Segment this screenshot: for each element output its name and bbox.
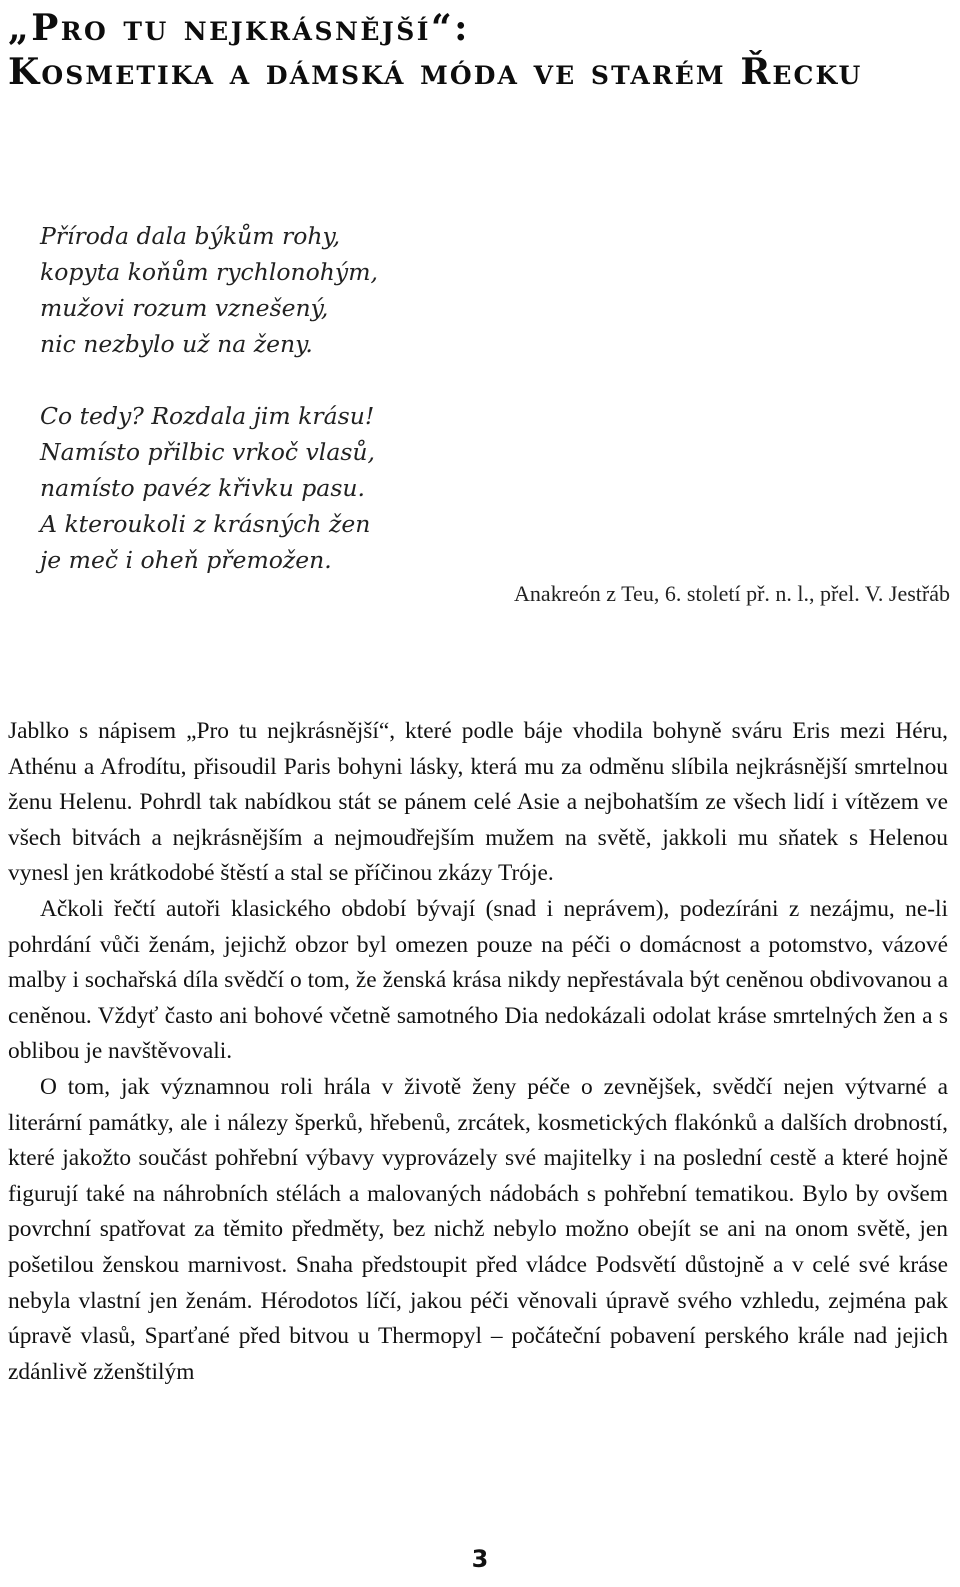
poem-line: namísto pavéz křivku pasu. xyxy=(40,474,365,502)
chapter-title-line-1: „Pro tu nejkrásnější“: xyxy=(8,7,470,49)
poem-line: kopyta koňům rychlonohým, xyxy=(40,258,378,286)
body-paragraph-1: Jablko s nápisem „Pro tu nejkrásnější“, které podle báje vhodila bohyně sváru Eris mezi Héru, Athénu a Afrodítu, přisoudil Paris bohyni lásky, která mu za odměnu slíbila nejkrásnější smrtelnou ženu Helenu. Pohrdl tak nabídkou stát se pánem celé Asie a nejbohatším ze všech lidí i vítězem ve všech bitvách a nejkrásnějším a nejmoudřejším mužem na světě, jakkoli mu sňatek s Helenou vynesl jen krátkodobé štěstí a stal se příčinou zkázy Tróje. xyxy=(8,718,948,887)
poem-line: Co tedy? Rozdala jim krásu! xyxy=(40,402,375,430)
poem-line: mužovi rozum vznešený, xyxy=(40,294,329,322)
poem-stanza-1 xyxy=(40,218,378,362)
body-paragraph-2: Ačkoli řečtí autoři klasického období bývají (snad i neprávem), podezíráni z nezájmu, ne-li pohrdání vůči ženám, jejichž obzor byl omezen pouze na péči o domácnost a potomstvo, vázové malby i sochařská díla svědčí o tom, že ženská krása nikdy nepřestávala být ceněnou obdivovanou a ceněnou. Vždyť často ani bohové včetně samotného Dia nedokázali odolat kráse smrtelných žen a s oblibou je navštěvovali. xyxy=(8,895,948,1065)
poem-line: Namísto přilbic vrkoč vlasů, xyxy=(40,438,375,466)
body-paragraph-3: O tom, jak významnou roli hrála v životě ženy péče o zevnějšek, svědčí nejen výtvarné a literární památky, ale i nálezy šperků, hřebenů, zrcátek, kosmetických flakónků a dalších drobností, které jakožto součást pohřební výbavy vyprovázely své majitelky i na poslední cestě a které hojně figurují také na náhrobních stélách a malovaných nádobách s pohřební tematikou. Bylo by ovšem povrchní spatřovat za těmito předměty, bez nichž nebylo možno obejít se ani na onom světě, jen pošetilou ženskou marnivost. Snaha předstoupit před vládce Podsvětí důstojně a v celé své kráse nebyla vlastní jen ženám. Hérodotos líčí, jakou péči věnovali úpravě svého vzhledu, zejména pak úpravě vlasů, Sparťané před bitvou u Thermopyl – počáteční pobavení perského krále nad jejich zdánlivě zženštilým xyxy=(8,1073,948,1385)
poem-line: Příroda dala býkům rohy, xyxy=(40,222,341,250)
chapter-title-line-2: Kosmetika a dámská móda ve starém Řecku xyxy=(8,51,863,93)
page-number: 3 xyxy=(471,1545,489,1573)
poem-line: nic nezbylo už na ženy. xyxy=(40,330,313,358)
epigraph-attribution: Anakreón z Teu, 6. století př. n. l., přel. V. Jestřáb xyxy=(514,581,950,606)
body-text xyxy=(8,714,948,1390)
epigraph-poem xyxy=(40,218,378,578)
poem-line: je meč i oheň přemožen. xyxy=(40,546,332,574)
poem-line: A kteroukoli z krásných žen xyxy=(40,510,371,538)
poem-stanza-2 xyxy=(40,398,378,578)
chapter-title xyxy=(8,6,954,94)
